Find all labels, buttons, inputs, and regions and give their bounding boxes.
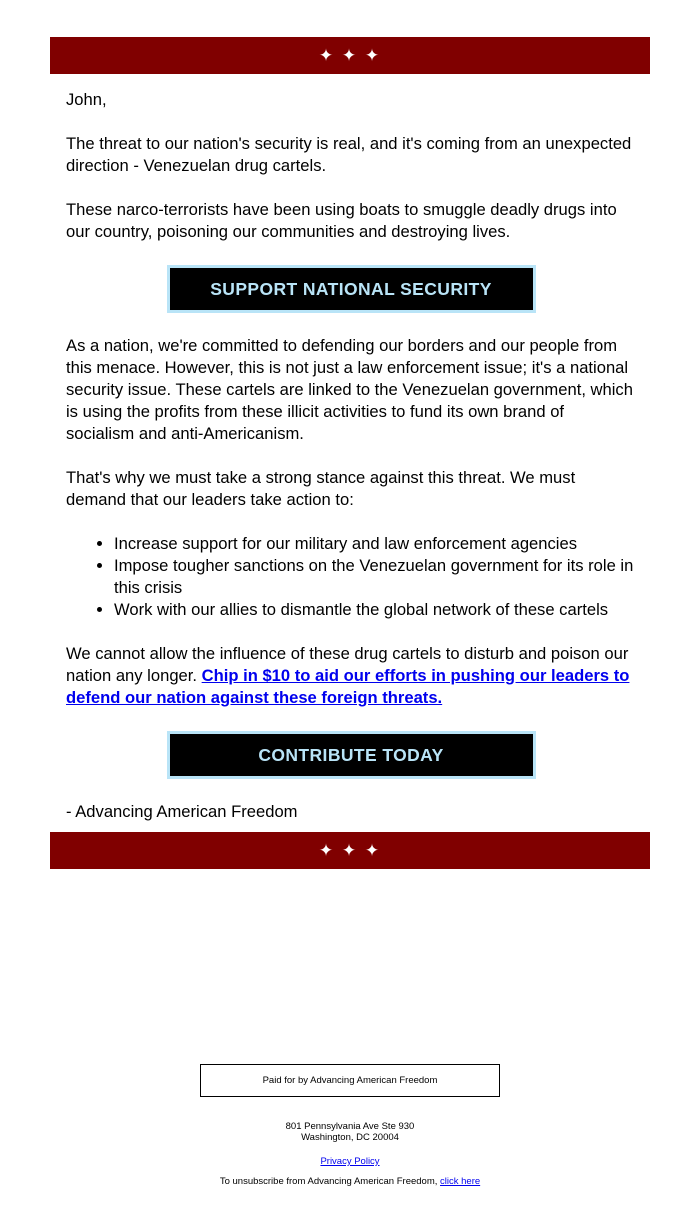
paragraph-national-security: As a nation, we're committed to defending our borders and our people from this menace. However, this is not just a law enforcement issue; it's a national security issue. These cartels are linked to the Venezuelan government, which is using the profits from these illicit activities to fund its own brand of socialism and anti-Americanism. [66,336,633,443]
contribute-cta-wrapper [66,731,636,779]
unsubscribe-row [0,1176,700,1187]
contribute-today-button[interactable]: CONTRIBUTE TODAY [167,731,536,779]
paid-for-text: Paid for by Advancing American Freedom [262,1075,438,1086]
list-item: • Increase support for our military and law enforcement agencies [114,533,636,555]
action-list [66,533,636,621]
paragraph-threat: The threat to our nation's security is real, and it's coming from an unexpected direction - Venezuelan drug cartels. [66,134,632,175]
address-line-2: Washington, DC 20004 [301,1132,399,1143]
list-item: • Impose tougher sanctions on the Venezuelan government for its role in this crisis [114,555,636,599]
email-body [66,89,636,845]
header-star-ornament: ✦ ✦ ✦ [318,45,382,65]
footer-star-ornament: ✦ ✦ ✦ [318,840,382,860]
footer-banner [50,832,650,869]
greeting: John, [66,90,107,109]
footer-address [0,1121,700,1143]
unsubscribe-text: To unsubscribe from Advancing American Freedom, [219,1176,441,1187]
paragraph-chip-in [66,643,636,709]
support-national-security-button[interactable]: SUPPORT NATIONAL SECURITY [167,265,536,313]
list-item: • Work with our allies to dismantle the global network of these cartels [114,599,636,621]
privacy-row [0,1156,700,1167]
unsubscribe-link[interactable]: click here [440,1176,481,1187]
address-line-1: 801 Pennsylvania Ave Ste 930 [285,1121,415,1132]
signoff: - Advancing American Freedom [66,802,298,821]
paragraph-smuggling: These narco-terrorists have been using boats to smuggle deadly drugs into our country, poisoning our communities and destroying lives. [66,200,617,241]
chip-in-text: We cannot allow the influence of these drug cartels to disturb and poison our nation any longer. [66,644,629,685]
chip-in-link[interactable]: Chip in $10 to aid our efforts in pushing our leaders to defend our nation against these foreign threats. [66,666,630,707]
paragraph-demand: That's why we must take a strong stance against this threat. We must demand that our leaders take action to: [66,468,576,509]
paid-for-disclaimer [200,1064,500,1097]
header-banner [50,37,650,74]
support-cta-wrapper [66,265,636,313]
privacy-policy-link[interactable]: Privacy Policy [320,1156,380,1167]
